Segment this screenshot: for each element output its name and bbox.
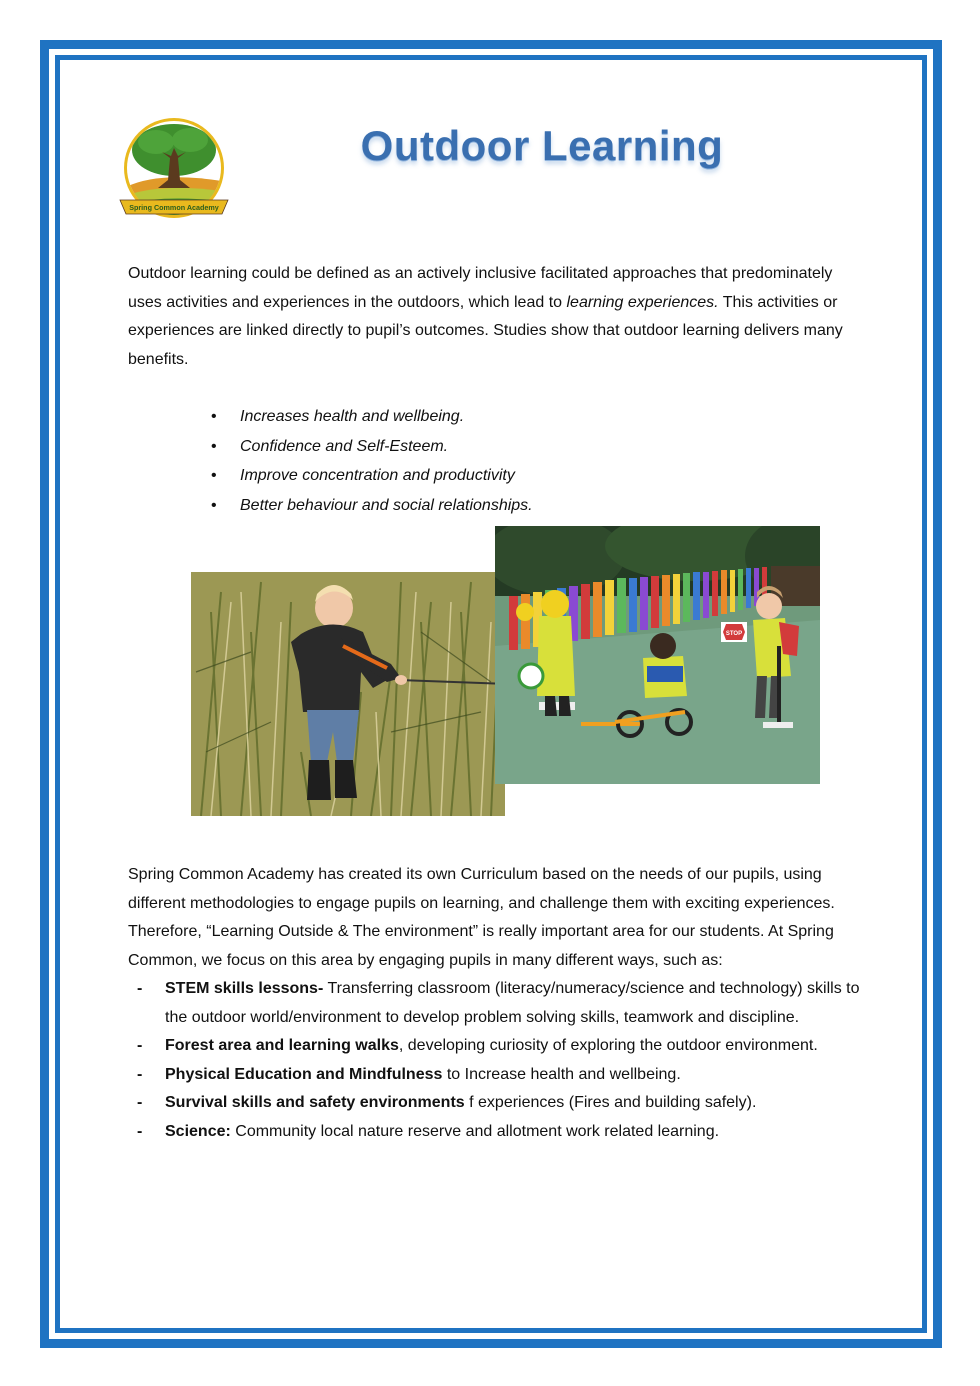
benefit-item: • Improve concentration and productivity: [208, 461, 533, 491]
activity-title: Forest area and learning walks: [165, 1037, 399, 1055]
stop-sign-text: STOP: [725, 631, 743, 637]
school-logo: [118, 118, 230, 224]
activity-item: [128, 1032, 863, 1061]
activity-description: , developing curiosity of exploring the outdoor environment.: [398, 1037, 818, 1055]
activity-title: STEM skills lessons-: [165, 980, 324, 997]
benefits-list: [208, 402, 533, 521]
activity-item: [128, 1118, 863, 1147]
curriculum-paragraph: Spring Common Academy has created its own Curriculum based on the needs of our pupils, using different methodologies to engage pupils on learning, and challenge them with exciting experiences. Therefore, “Learning Outside & The environment” is really important area for our students. At Spring Common, we focus on this area by engaging pupils in many different ways, such as:: [128, 866, 835, 970]
activity-title: Survival skills and safety environments: [165, 1094, 465, 1112]
logo-text: Spring Common Academy: [129, 203, 219, 212]
activity-description: to Increase health and wellbeing.: [442, 1065, 681, 1083]
activity-title: Physical Education and Mindfulness: [165, 1065, 443, 1083]
benefit-item: • Confidence and Self-Esteem.: [208, 432, 533, 462]
intro-italic-phrase: learning experiences.: [566, 293, 719, 311]
activity-item: [128, 1089, 863, 1118]
activity-item: [128, 1061, 863, 1090]
playground-photo: [495, 526, 820, 784]
reeds-photo: [191, 572, 505, 816]
activity-item: [128, 975, 863, 1032]
benefit-item: • Better behaviour and social relationships.: [208, 491, 533, 521]
benefit-item: • Increases health and wellbeing.: [208, 402, 533, 432]
activities-list: [128, 975, 863, 1147]
activity-description: Transferring classroom (literacy/numeracy/science and technology) skills to the outdoor world/environment to develop problem solving skills, teamwork and discipline.: [165, 980, 860, 1026]
page-title: Outdoor Learning: [360, 122, 724, 169]
activity-title: Science:: [165, 1122, 231, 1140]
activity-description: Community local nature reserve and allotment work related learning.: [230, 1122, 720, 1140]
intro-text-end: This activities or experiences are linked directly to pupil’s outcomes. Studies show that outdoor learning delivers many benefits.: [128, 293, 843, 369]
activity-description: f experiences (Fires and building safely).: [464, 1094, 757, 1112]
intro-text-start: Outdoor learning could be defined as an actively inclusive facilitated approaches that predominately uses activities and experiences in the outdoors, which lead to: [128, 265, 833, 311]
intro-paragraph: [128, 260, 863, 375]
